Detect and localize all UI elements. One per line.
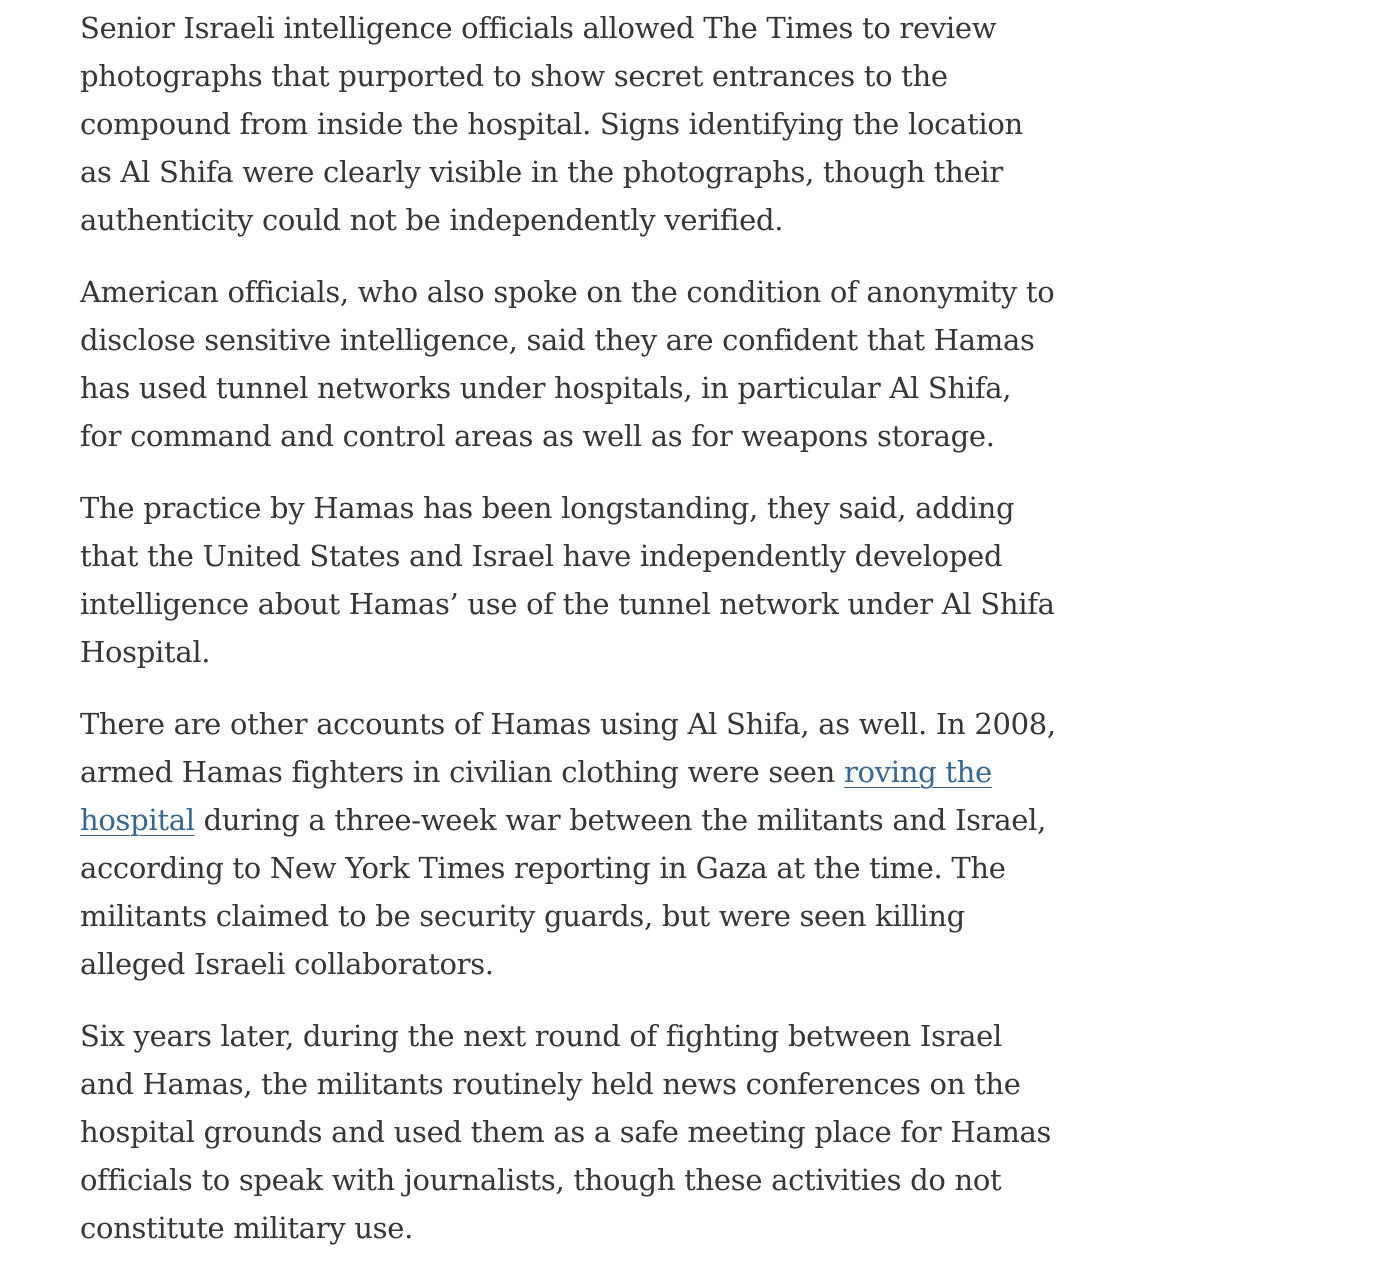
article-paragraph: Six years later, during the next round of fighting between Israel and Hamas, the militants routinely held news conferences on the hospital grounds and used them as a safe meeting place for Hamas officials to speak with journalists, though these activities do not constitute military use. bbox=[80, 1019, 1052, 1245]
article-paragraph: Senior Israeli intelligence officials allowed The Times to review photographs that purported to show secret entrances to the compound from inside the hospital. Signs identifying the location as Al Shifa were clearly visible in the photographs, though their authenticity could not be independently verified. bbox=[80, 11, 1023, 237]
paragraph-text-after-link: during a three-week war between the militants and Israel, according to New York Times reporting in Gaza at the time. The militants claimed to be security guards, but were seen killing alleged Israeli collaborators. bbox=[80, 803, 1047, 981]
article-paragraph-with-link bbox=[80, 700, 1060, 988]
article-paragraph: The practice by Hamas has been longstanding, they said, adding that the United States and Israel have independently developed intelligence about Hamas’ use of the tunnel network under Al Shifa Hospital. bbox=[80, 491, 1055, 669]
article-body bbox=[80, 4, 1060, 1276]
article-paragraph: American officials, who also spoke on the condition of anonymity to disclose sensitive intelligence, said they are confident that Hamas has used tunnel networks under hospitals, in particular Al Shifa, for command and control areas as well as for weapons storage. bbox=[80, 275, 1055, 453]
paragraph-text-before-link: There are other accounts of Hamas using Al Shifa, as well. In 2008, armed Hamas fighters in civilian clothing were seen bbox=[80, 707, 1056, 789]
roving-the-hospital-link[interactable]: roving the hospital bbox=[80, 755, 992, 837]
